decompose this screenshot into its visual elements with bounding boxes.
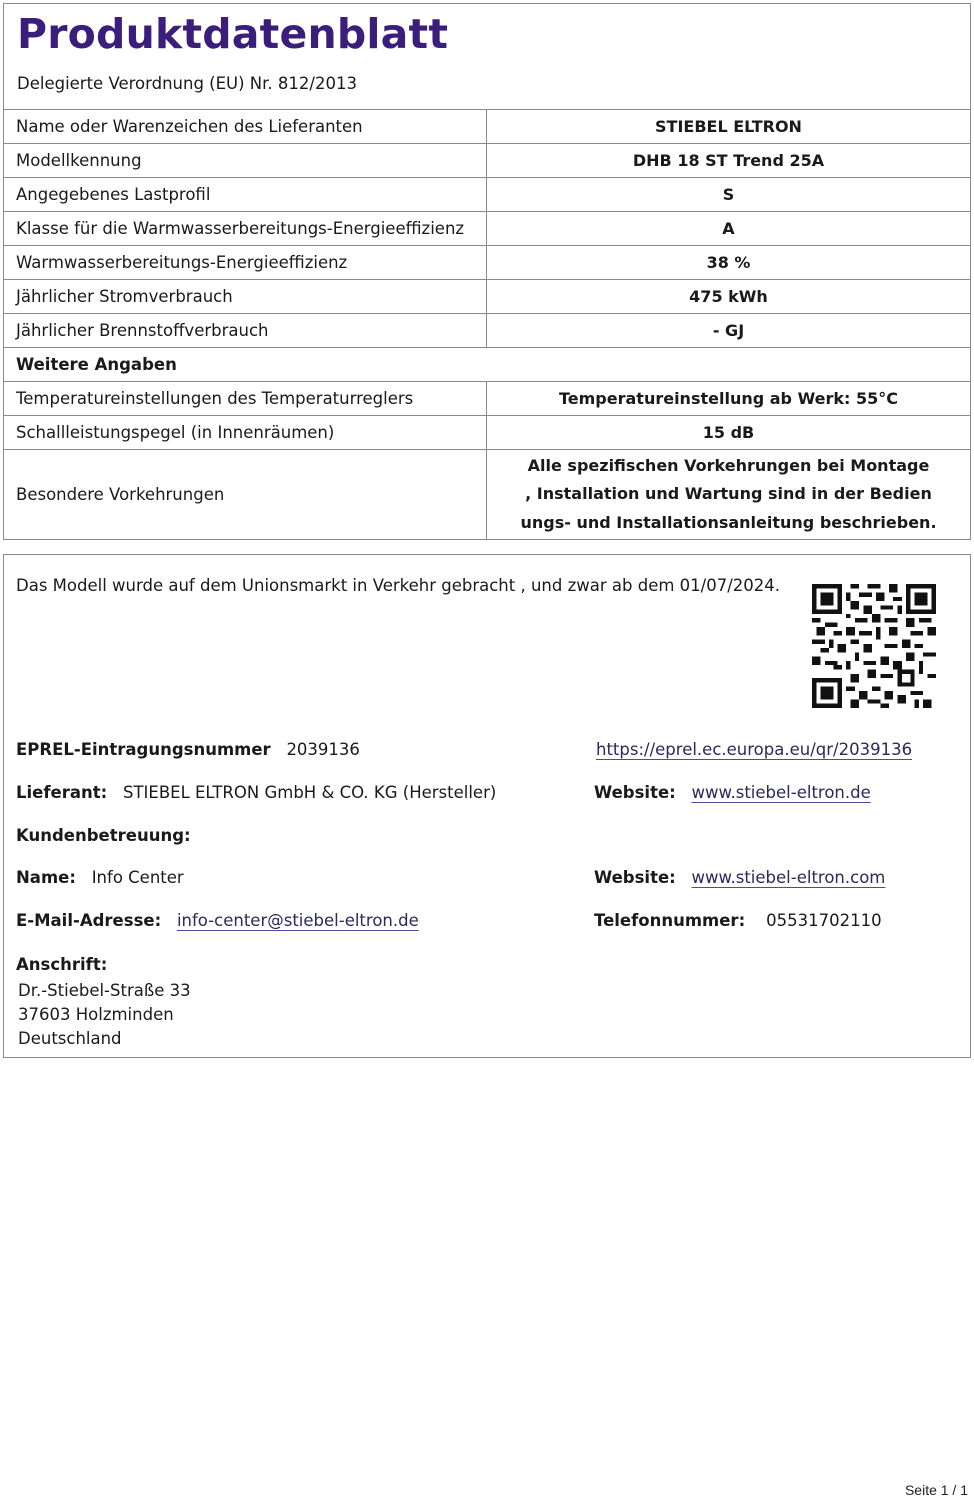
email-link[interactable]: info-center@stiebel-eltron.de xyxy=(176,911,419,930)
supplier-label: Lieferant: xyxy=(16,783,108,802)
row-value: 475 kWh xyxy=(689,287,768,306)
table-row xyxy=(4,212,970,246)
special-line: Alle spezifischen Vorkehrungen bei Montage xyxy=(527,455,930,475)
page-title: Produktdatenblatt xyxy=(17,10,449,58)
row-label: Temperatureinstellungen des Temperaturreglers xyxy=(4,382,487,415)
table-row xyxy=(4,280,970,314)
table-row xyxy=(4,178,970,212)
row-value: A xyxy=(722,219,735,238)
row-value: 15 dB xyxy=(702,423,755,442)
supplier-value: STIEBEL ELTRON GmbH & CO. KG (Hersteller) xyxy=(122,783,497,802)
table-row xyxy=(4,246,970,280)
qr-code-icon[interactable] xyxy=(812,584,936,708)
address-line: 37603 Holzminden xyxy=(18,1005,174,1024)
table-row xyxy=(4,416,970,450)
website-link-de[interactable]: www.stiebel-eltron.de xyxy=(691,783,871,802)
phone-row xyxy=(594,911,882,930)
email-label: E-Mail-Adresse: xyxy=(16,911,162,930)
page-number: Seite 1 / 1 xyxy=(904,1482,968,1498)
table-row xyxy=(4,110,970,144)
name-value: Info Center xyxy=(91,868,184,887)
table-row xyxy=(4,314,970,348)
table-row-special xyxy=(4,450,970,540)
eprel-value: 2039136 xyxy=(286,740,360,759)
phone-value: 05531702110 xyxy=(766,911,882,930)
supplier-row xyxy=(16,783,496,802)
table-row xyxy=(4,144,970,178)
section-title: Weitere Angaben xyxy=(4,348,970,382)
eprel-url-link[interactable]: https://eprel.ec.europa.eu/qr/2039136 xyxy=(596,740,913,759)
row-label: Besondere Vorkehrungen xyxy=(4,450,487,539)
website-row-1 xyxy=(594,783,871,802)
special-line: ungs- und Installationsanleitung beschrieben. xyxy=(520,512,937,532)
row-label: Jährlicher Brennstoffverbrauch xyxy=(4,314,487,347)
row-value: S xyxy=(722,185,735,204)
table-row xyxy=(4,382,970,416)
website-link-com[interactable]: www.stiebel-eltron.com xyxy=(691,868,886,887)
row-value: STIEBEL ELTRON xyxy=(655,117,802,136)
address-line: Dr.-Stiebel-Straße 33 xyxy=(18,981,191,1000)
market-text: Das Modell wurde auf dem Unionsmarkt in Verkehr gebracht , und zwar ab dem 01/07/2024. xyxy=(16,576,781,595)
regulation-subtitle: Delegierte Verordnung (EU) Nr. 812/2013 xyxy=(4,64,970,110)
row-value: DHB 18 ST Trend 25A xyxy=(632,151,825,170)
name-row xyxy=(16,868,184,887)
row-value xyxy=(487,450,970,539)
website-label: Website: xyxy=(594,868,676,887)
row-label: Schallleistungspegel (in Innenräumen) xyxy=(4,416,487,449)
row-value: Temperatureinstellung ab Werk: 55°C xyxy=(558,389,898,408)
email-row xyxy=(16,911,419,930)
row-value: - GJ xyxy=(712,321,745,340)
eprel-row xyxy=(16,740,360,759)
row-label: Modellkennung xyxy=(4,144,487,177)
address-label: Anschrift: xyxy=(16,955,108,974)
row-label: Name oder Warenzeichen des Lieferanten xyxy=(4,110,487,143)
website-row-2 xyxy=(594,868,885,887)
product-data-sheet xyxy=(3,3,971,540)
special-line: , Installation und Wartung sind in der Bedien xyxy=(525,484,932,504)
row-label: Warmwasserbereitungs-Energieeffizienz xyxy=(4,246,487,279)
website-label: Website: xyxy=(594,783,676,802)
name-label: Name: xyxy=(16,868,76,887)
row-label: Klasse für die Warmwasserbereitungs-Energieeffizienz xyxy=(4,212,487,245)
eprel-label: EPREL-Eintragungsnummer xyxy=(16,740,271,759)
row-label: Angegebenes Lastprofil xyxy=(4,178,487,211)
address-block xyxy=(18,979,191,1051)
address-line: Deutschland xyxy=(18,1029,122,1048)
row-value: 38 % xyxy=(706,253,751,272)
phone-label: Telefonnummer: xyxy=(594,911,746,930)
row-label: Jährlicher Stromverbrauch xyxy=(4,280,487,313)
support-label: Kundenbetreuung: xyxy=(16,826,191,845)
